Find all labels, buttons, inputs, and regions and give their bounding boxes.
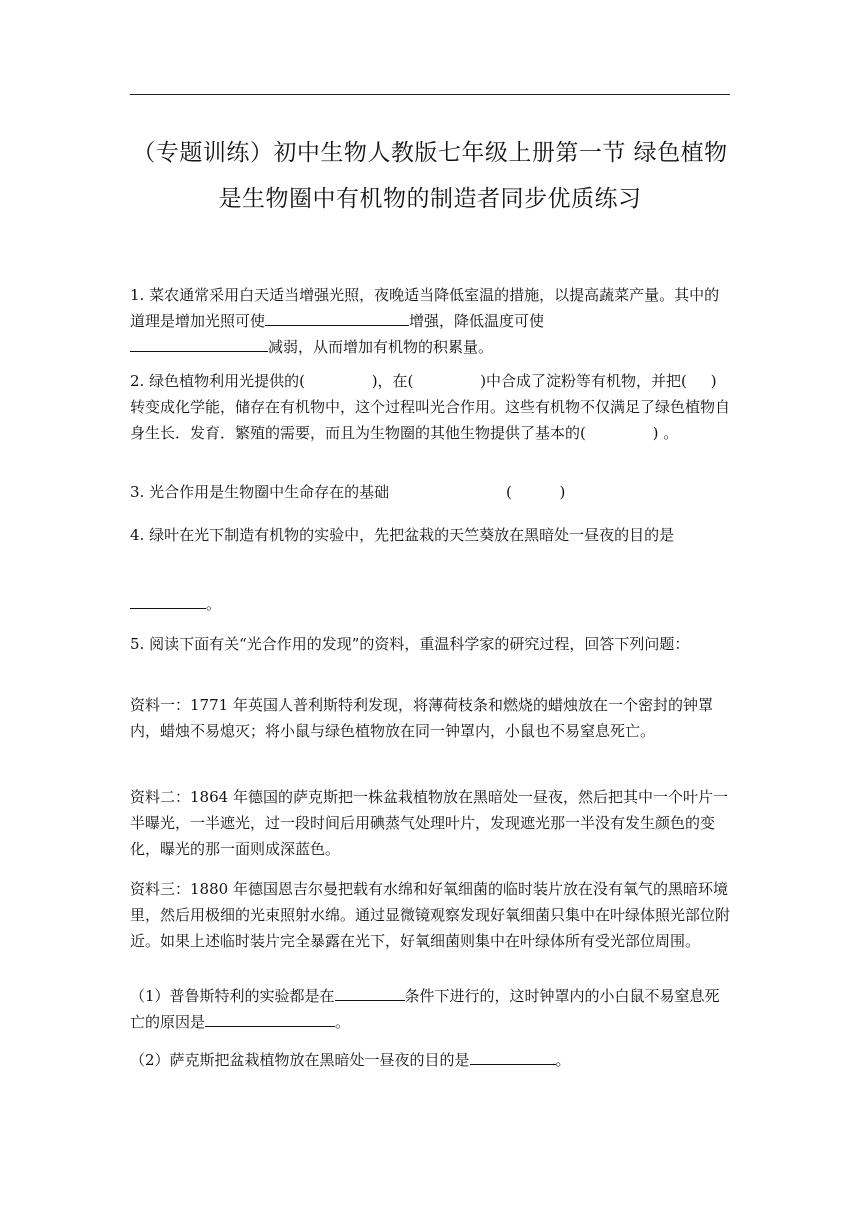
- question-4-end: 。: [206, 595, 222, 613]
- header-rule: [130, 94, 730, 95]
- question-5-sub1-text-c: 。: [335, 1013, 351, 1031]
- question-5-sub1-blank-1[interactable]: [335, 983, 405, 1001]
- question-5-material-3: 资料三：1880 年德国恩吉尔曼把载有水绵和好氧细菌的临时装片放在没有氧气的黑暗环境里，然后用极细的光束照射水绵。通过显微镜观察发现好氧细菌只集中在叶绿体照光部位附近。如果上述临时装片完全暴露在光下，好氧细菌则集中在叶绿体所有受光部位周围。: [130, 880, 731, 950]
- question-5-sub1-blank-2[interactable]: [205, 1009, 335, 1027]
- question-2-text-c: )中合成了淀粉等有机物，并把(: [480, 372, 687, 390]
- question-1: [130, 282, 730, 360]
- question-4-text: 4. 绿叶在光下制造有机物的实验中，先把盆栽的天竺葵放在黑暗处一昼夜的目的是: [130, 526, 675, 544]
- question-5-sub2-text-a: （2）萨克斯把盆栽植物放在黑暗处一昼夜的目的是: [130, 1051, 470, 1069]
- question-4-answer-line: [130, 591, 730, 617]
- question-5-sub2-blank[interactable]: [470, 1047, 556, 1065]
- question-5-sub2-text-b: 。: [555, 1051, 571, 1069]
- question-1-blank-1[interactable]: [265, 308, 409, 326]
- question-1-blank-2[interactable]: [130, 334, 268, 352]
- question-2-text-a: 2. 绿色植物利用光提供的(: [130, 372, 305, 390]
- question-4-blank[interactable]: [130, 591, 206, 609]
- document-title-line-2: 是生物圈中有机物的制造者同步优质练习: [218, 186, 642, 212]
- question-3-answer-paren[interactable]: ( ): [506, 483, 566, 501]
- question-3-text: 3. 光合作用是生物圈中生命存在的基础: [130, 483, 390, 501]
- question-4: [130, 522, 730, 548]
- question-5-subquestion-1: [130, 983, 730, 1035]
- question-5-material-2: 资料二：1864 年德国的萨克斯把一株盆栽植物放在黑暗处一昼夜，然后把其中一个叶片一半曝光，一半遮光，过一段时间后用碘蒸气处理叶片，发现遮光那一半没有发生颜色的变化，曝光的那一面则成深蓝色。: [130, 788, 728, 858]
- question-1-text-a: 1. 菜农通常采用白天适当增强光照，夜晚适当降低室温的措施，以提高蔬菜产量。其中的道理是增加光照可使: [130, 286, 720, 330]
- question-5-intro: 5. 阅读下面有关“光合作用的发现”的资料，重温科学家的研究过程，回答下列问题：: [130, 635, 690, 653]
- question-5-subquestion-2: [130, 1047, 730, 1073]
- document-title-line-1: （专题训练）初中生物人教版七年级上册第一节 绿色植物: [132, 140, 728, 166]
- question-2-text-b: )，在(: [371, 372, 414, 390]
- question-2: [130, 368, 730, 446]
- question-2-blank-1[interactable]: [305, 372, 372, 390]
- question-2-text-e: ) 。: [652, 424, 679, 442]
- question-2-blank-3[interactable]: [687, 372, 711, 390]
- question-3: [130, 479, 730, 505]
- question-1-text-c: 减弱，从而增加有机物的积累量。: [268, 338, 494, 356]
- question-2-text-d: )转变成化学能，储存在有机物中，这个过程叫光合作用。这些有机物不仅满足了绿色植物自身生长．发育．繁殖的需要，而且为生物圈的其他生物提供了基本的(: [130, 372, 731, 442]
- question-5-material-1: 资料一：1771 年英国人普利斯特利发现，将薄荷枝条和燃烧的蜡烛放在一个密封的钟罩内，蜡烛不易熄灭；将小鼠与绿色植物放在同一钟罩内，小鼠也不易窒息死亡。: [130, 696, 713, 740]
- question-5-sub1-text-b: 条件下进行的，这时钟罩内的小白鼠不易窒息死亡的原因是: [130, 987, 720, 1031]
- question-1-text-b: 增强，降低温度可使: [409, 312, 545, 330]
- question-5-sub1-text-a: （1）普鲁斯特利的实验都是在: [130, 987, 335, 1005]
- question-2-blank-2[interactable]: [413, 372, 480, 390]
- question-2-blank-4[interactable]: [586, 424, 653, 442]
